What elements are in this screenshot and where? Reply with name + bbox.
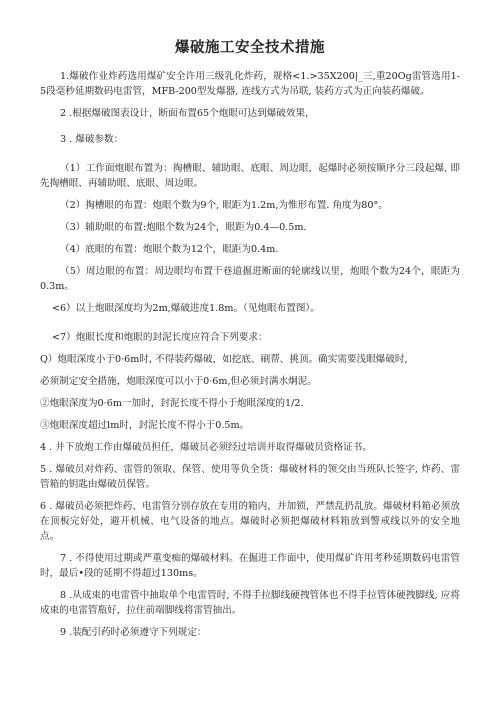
requirement-item-2: ②炮眼深度为0·6m一加时，封泥长度不得小于炮眼深度的1/2. bbox=[40, 398, 304, 409]
paragraph-3-2-cut-holes: （2）掏槽眼的布置：炮眼个数为9个, 眼距为1.2m,为惟形布置. 角度为80°。 bbox=[60, 200, 388, 211]
paragraph-9-primer-assembly: 9 .装配引药时必须遵守下列规定： bbox=[60, 627, 207, 638]
paragraph-7-expired-materials: 7 . 不得使用过期或严重变痴的爆破材料。在掘进工作面中，使用煤矿许用考秒延期数码电雷管时，最后•段的延期不得超过130ms。 bbox=[40, 553, 460, 579]
paragraph-3-6-hole-depth: <6）以上炮眼深度均为2m,爆破进度1.8m。（见炮眼布置图）。 bbox=[52, 303, 320, 314]
paragraph-3-4-bottom-holes: （4）底眼的布置：炮眼个数为12个，眼距为0.4m. bbox=[60, 244, 279, 255]
paragraph-6-storage-boxes: 6 . 爆破员必须把炸药、电雷管分别存放在专用的箱内，并加锁，严禁乱扔乱放。爆破材料箱必须放在顶板完好处，避开机械、电气设备的地点。爆破时必须把爆破材料箱放到警戒线以外的安全地点。 bbox=[40, 501, 460, 542]
paragraph-5-material-custody: 5 . 爆破员对炸药、雷管的领取、保管、使用等负全货：爆破材料的领交由当班队长签字, 炸药、雷管箱的钥匙由爆破员保管。 bbox=[40, 464, 460, 490]
requirement-item-1: Q）炮眼深度小于0·6m时, 不得装药爆破，如挖底、刷帮、挑顶。确实需要浅眼爆破时, bbox=[40, 354, 408, 365]
paragraph-1-explosive-selection: 1.爆破作业炸药选用煤矿安全许用三级乳化炸药，规格<1.>35X200|_三,重20Og雷管选用1-5段毫秒延期数码电雷管，MFB-200型发爆器, 连线方式为吊联, 装药方式为正向装药爆破。 bbox=[40, 71, 460, 97]
paragraph-3-1-hole-arrangement: （1）工作面炮眼布置为：掏槽眼、辅助眼、底眼、周边眼，起爆时必须按顺序分三段起爆, 即先掏槽眼、再辅助眼、底眼、周边眼。 bbox=[40, 163, 460, 189]
requirement-item-1-continued: 必须制定安全措施，炮眼深度可以小于0·6m,但必须封满水炯泥。 bbox=[40, 376, 317, 387]
document-title: 爆破施工安全技术措施 bbox=[175, 40, 325, 56]
requirement-item-3: ③炮眼深度超过lm时，封泥长度不得小于0.5m。 bbox=[40, 420, 250, 431]
paragraph-3-7-length-requirements: <7）炮眼长度和炮眼的封泥长度应符合下列要求： bbox=[52, 332, 268, 343]
paragraph-8-detonator-extraction: 8 .从成束的电雷管中抽取单个电雷管时, 不得手拉脚线硬拽管体也不得手拉管体硬拽脚线, 应将成束的电雷管瓶好，拉住前端脚线将雷管抽出。 bbox=[40, 590, 460, 616]
paragraph-3-blasting-parameters: 3 . 爆破参数： bbox=[60, 134, 124, 145]
paragraph-3-5-perimeter-holes: （5）周边眼的布置：周边眼均布置干巷道掘进断面的轮廓线以里，炮眼个数为24个，眼距为0.3m。 bbox=[40, 266, 460, 292]
paragraph-4-blaster-duty: 4 . 井下放炮工作由爆破员担任，爆破员必须经过培训并取得爆破员资格证书。 bbox=[40, 442, 372, 453]
paragraph-3-3-auxiliary-holes: （3）辅助眼的布置:炮眼个数为24个，眼距为0.4—0.5m. bbox=[60, 222, 307, 233]
paragraph-2-hole-layout: 2 .根据爆破图表设计，断面布置65个炮眼可达到爆破效果， bbox=[60, 108, 315, 119]
